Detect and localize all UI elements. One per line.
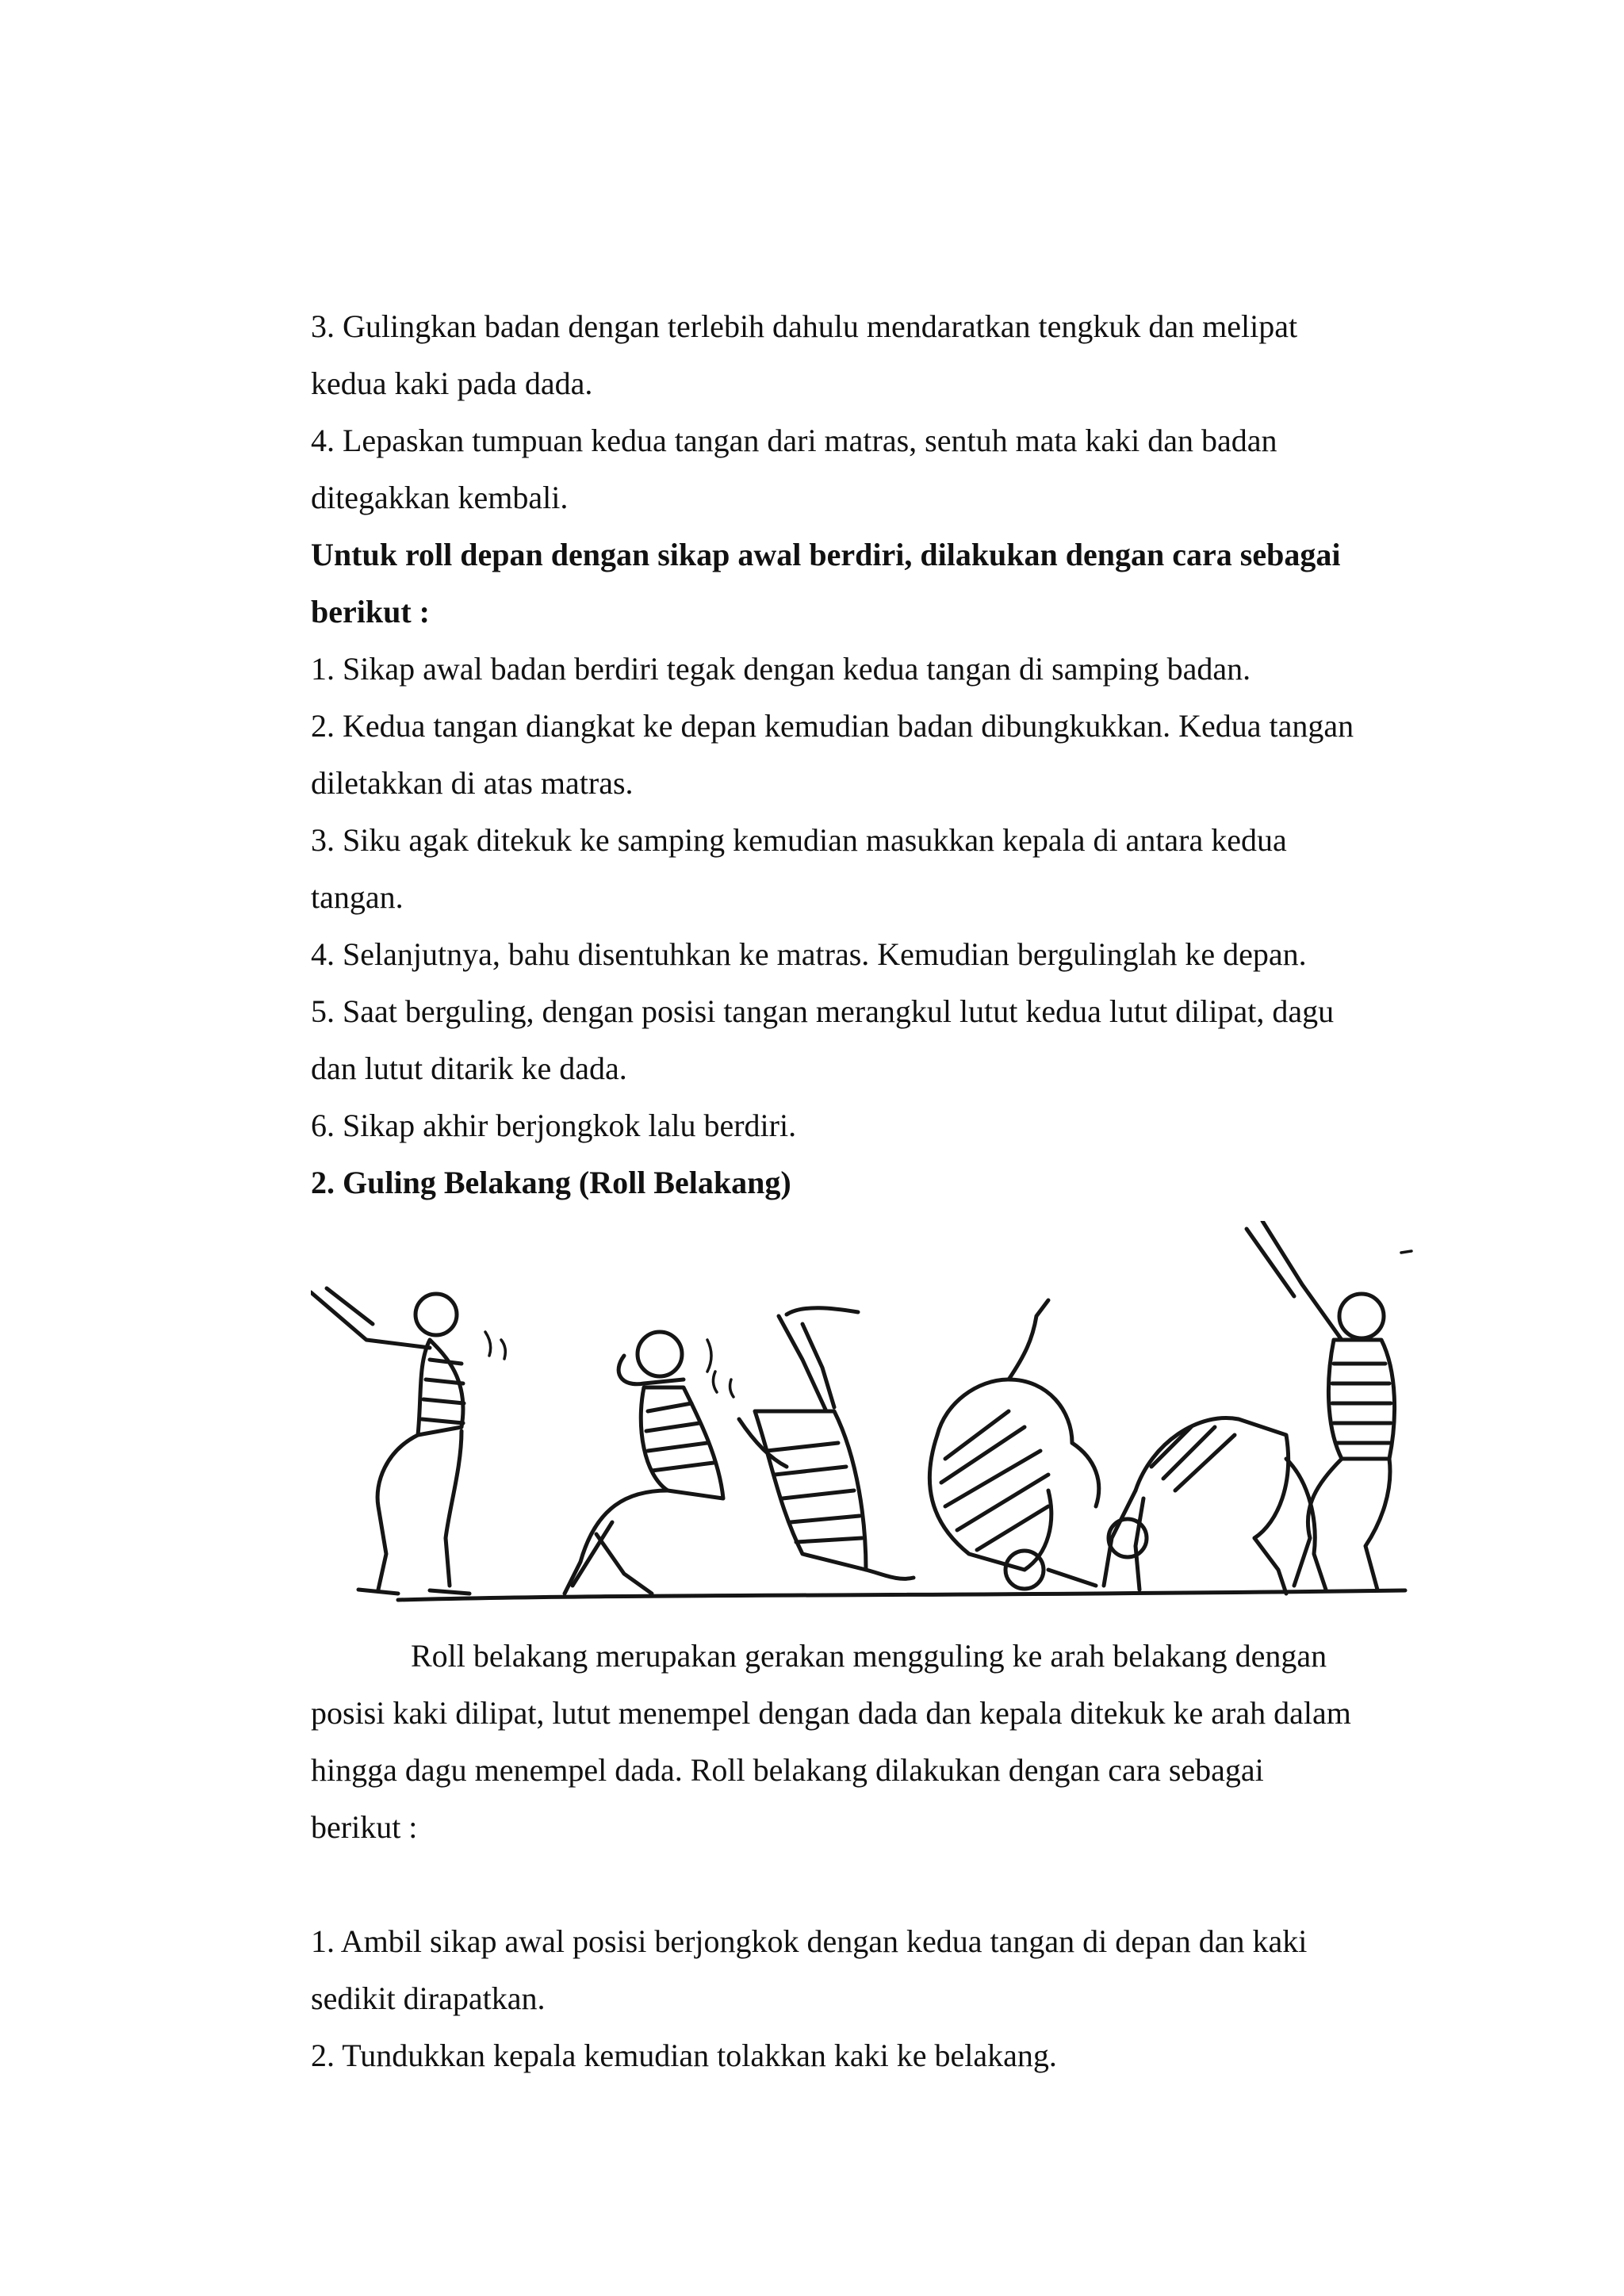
figure-4-inverted <box>929 1300 1098 1589</box>
standing-step-4: 4. Selanjutnya, bahu disentuhkan ke matras. Kemudian bergulinglah ke depan. <box>311 936 1307 972</box>
standing-step-2-line-2: diletakkan di atas matras. <box>311 765 634 801</box>
step-4-line-2: ditegakkan kembali. <box>311 480 569 515</box>
roll-belakang-paragraph-line-4: berikut : <box>311 1809 418 1845</box>
step-3-line-2: kedua kaki pada dada. <box>311 365 593 401</box>
standing-step-2-line-1: 2. Kedua tangan diangkat ke depan kemudian badan dibungkukkan. Kedua tangan <box>311 708 1354 744</box>
standing-roll-heading-line-1: Untuk roll depan dengan sikap awal berdiri, dilakukan dengan cara sebagai <box>311 537 1341 572</box>
standing-step-5-line-2: dan lutut ditarik ke dada. <box>311 1050 627 1086</box>
roll-belakang-paragraph-line-1: Roll belakang merupakan gerakan mengguling ke arah belakang dengan <box>411 1638 1327 1674</box>
figure-2-tuck <box>565 1332 723 1594</box>
roll-belakang-paragraph-line-2: posisi kaki dilipat, lutut menempel dengan dada dan kepala ditekuk ke arah dalam <box>311 1695 1351 1731</box>
figure-1-crouch <box>311 1288 505 1594</box>
backward-step-1-line-2: sedikit dirapatkan. <box>311 1980 546 2016</box>
figure-5-bridge <box>1104 1418 1326 1594</box>
standing-roll-heading-line-2: berikut : <box>311 594 430 629</box>
standing-step-3-line-1: 3. Siku agak ditekuk ke samping kemudian masukkan kepala di antara kedua <box>311 822 1287 858</box>
backward-step-2: 2. Tundukkan kepala kemudian tolakkan kaki ke belakang. <box>311 2038 1057 2073</box>
backward-roll-illustration <box>311 1221 1413 1609</box>
standing-step-6: 6. Sikap akhir berjongkok lalu berdiri. <box>311 1108 797 1143</box>
section-heading-roll-belakang: 2. Guling Belakang (Roll Belakang) <box>311 1165 791 1200</box>
step-4-line-1: 4. Lepaskan tumpuan kedua tangan dari matras, sentuh mata kaki dan badan <box>311 423 1277 458</box>
roll-belakang-paragraph-line-3: hingga dagu menempel dada. Roll belakang dilakukan dengan cara sebagai <box>311 1752 1264 1788</box>
step-3-line-1: 3. Gulingkan badan dengan terlebih dahulu mendaratkan tengkuk dan melipat <box>311 308 1298 344</box>
figure-6-standing <box>1247 1221 1411 1590</box>
backward-step-1-line-1: 1. Ambil sikap awal posisi berjongkok dengan kedua tangan di depan dan kaki <box>311 1923 1308 1959</box>
standing-step-5-line-1: 5. Saat berguling, dengan posisi tangan merangkul lutut kedua lutut dilipat, dagu <box>311 993 1335 1029</box>
figure-3-legs-up <box>713 1308 914 1579</box>
standing-step-1: 1. Sikap awal badan berdiri tegak dengan kedua tangan di samping badan. <box>311 651 1251 687</box>
standing-step-3-line-2: tangan. <box>311 879 404 915</box>
